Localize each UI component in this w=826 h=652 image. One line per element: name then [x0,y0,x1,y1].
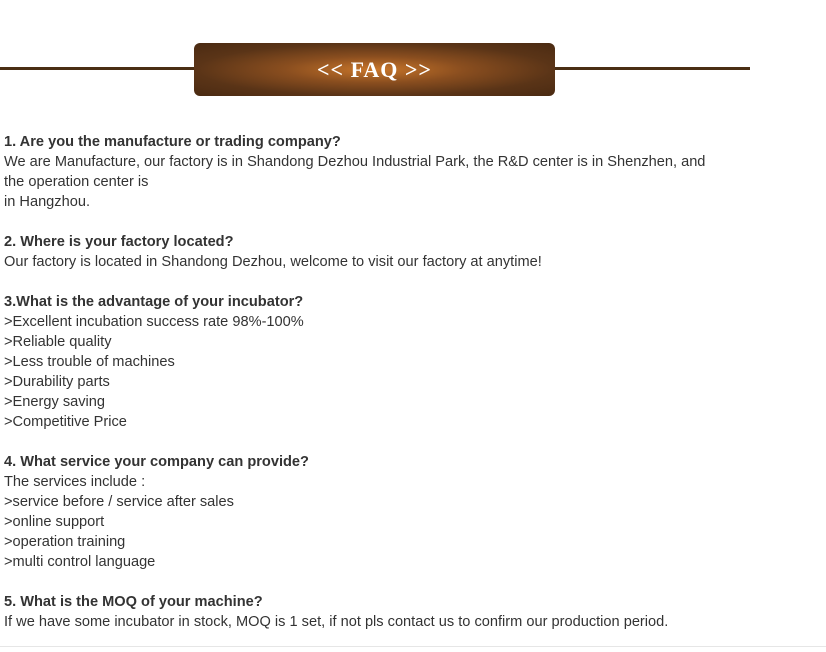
faq-answer-line: >Energy saving [4,394,106,410]
faq-item-5 [4,592,749,632]
faq-item-2 [4,232,749,272]
faq-answer-line: >Reliable quality [4,334,112,350]
faq-list [4,132,749,652]
faq-title: << FAQ >> [317,56,432,82]
faq-answer-line: >Excellent incubation success rate 98%-100% [4,314,304,330]
faq-question: 4. What service your company can provide? [4,454,309,470]
faq-question: 5. What is the MOQ of your machine? [4,594,263,610]
faq-item-1 [4,132,749,212]
faq-answer-line: >Durability parts [4,374,110,390]
faq-answer-line: the operation center is [4,174,149,190]
faq-item-3 [4,292,749,432]
faq-item-4 [4,452,749,572]
faq-answer-line: We are Manufacture, our factory is in Shandong Dezhou Industrial Park, the R&D center is in Shenzhen, and [4,154,706,170]
faq-answer-line: >Less trouble of machines [4,354,175,370]
faq-header [0,43,750,96]
faq-answer-line: The services include : [4,474,146,490]
faq-question: 3.What is the advantage of your incubator? [4,294,304,310]
faq-answer-line: in Hangzhou. [4,194,91,210]
faq-answer-line: If we have some incubator in stock, MOQ is 1 set, if not pls contact us to confirm our production period. [4,614,669,630]
faq-answer-line: >online support [4,514,105,530]
faq-answer-line: >Competitive Price [4,414,127,430]
faq-banner [194,43,555,96]
bottom-divider [0,646,826,647]
faq-answer-line: >service before / service after sales [4,494,234,510]
faq-question: 2. Where is your factory located? [4,234,234,250]
faq-answer-line: >multi control language [4,554,156,570]
faq-answer-line: >operation training [4,534,126,550]
faq-answer-line: Our factory is located in Shandong Dezhou, welcome to visit our factory at anytime! [4,254,542,270]
faq-question: 1. Are you the manufacture or trading company? [4,134,341,150]
